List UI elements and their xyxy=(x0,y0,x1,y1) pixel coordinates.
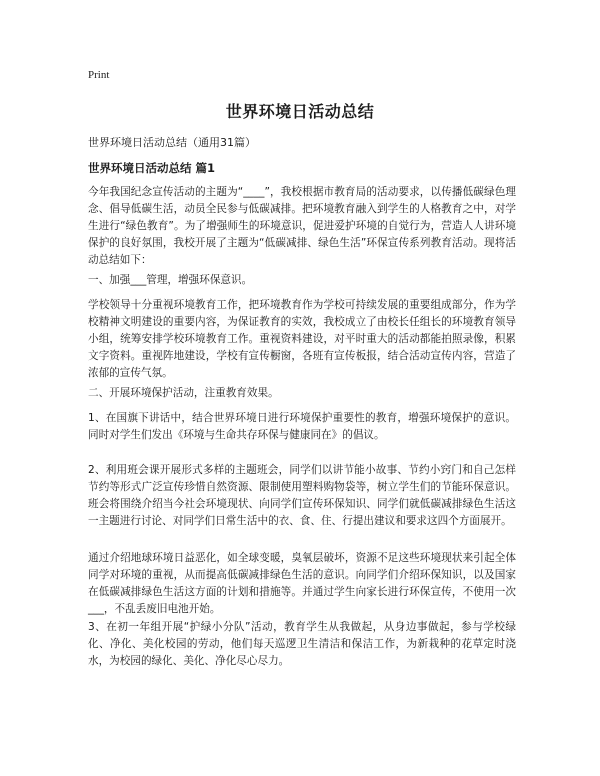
section-heading: 世界环境日活动总结 篇1 xyxy=(88,161,216,175)
print-link[interactable]: Print xyxy=(88,69,110,81)
paragraph-item-3: 3、在初一年组开展“护绿小分队”活动，教育学生从我做起，从身边事做起，参与学校绿化、净化、美化校园的劳动，他们每天巡逻卫生清洁和保洁工作，为新栽种的花草定时浇水，为校园的绿化、美化、净化尽心尽力。 xyxy=(88,621,516,667)
paragraph-heading-one: 一、加强___管理，增强环保意识。 xyxy=(88,274,253,286)
paragraph-item-1: 1、在国旗下讲话中，结合世界环境日进行环境保护重要性的教育，增强环境保护的意识。同时对学生们发出《环境与生命共存环保与健康同在》的倡议。 xyxy=(88,412,516,441)
paragraph-environment: 通过介绍地球环境日益恶化，如全球变暖，臭氧层破坏，资源不足这些环境现状来引起全体同学对环境的重视，从而提高低碳减排绿色生活的意识。向同学们介绍环保知识，以及国家在低碳减排绿色生活这方面的计划和措施等。并通过学生向家长进行环保宣传，不使用一次___，不乱丢废旧电池开始。 xyxy=(88,552,516,615)
paragraph-item-2: 2、利用班会课开展形式多样的主题班会，同学们以讲节能小故事、节约小窍门和自己怎样节约等形式广泛宣传珍惜自然资源、限制使用塑料购物袋等，树立学生们的节能环保意识。班会将围绕介绍当今社会环境现状、向同学们宣传环保知识、同学们就低碳减排绿色生活这一主题进行讨论、对同学们日常生活中的衣、食、住、行提出建议和要求这四个方面展开。 xyxy=(88,464,516,527)
paragraph-leadership: 学校领导十分重视环境教育工作，把环境教育作为学校可持续发展的重要组成部分，作为学校精神文明建设的重要内容，为保证教育的实效，我校成立了由校长任组长的环境教育领导小组，统筹安排学校环境教育工作。重视资料建设，对平时重大的活动都能拍照录像，积累文字资料。重视阵地建设，学校有宣传橱窗，各班有宣传板报，结合活动宣传内容，营造了浓郁的宣传气氛。 xyxy=(88,299,516,379)
paragraph-heading-two: 二、开展环境保护活动，注重教育效果。 xyxy=(88,387,279,399)
document-subtitle: 世界环境日活动总结（通用31篇） xyxy=(88,136,256,149)
page-title: 世界环境日活动总结 xyxy=(225,102,375,121)
paragraph-intro: 今年我国纪念宣传活动的主题为“____”，我校根据市教育局的活动要求，以传播低碳绿色理念、倡导低碳生活，动员全民参与低碳减排。把环境教育融入到学生的人格教育之中，对学生进行“绿色教育”。为了增强师生的环境意识，促进爱护环境的自觉行为，营造人人讲环境保护的良好氛围，我校开展了主题为“低碳减排、绿色生活”环保宣传系列教育活动。现将活动总结如下： xyxy=(88,186,516,266)
